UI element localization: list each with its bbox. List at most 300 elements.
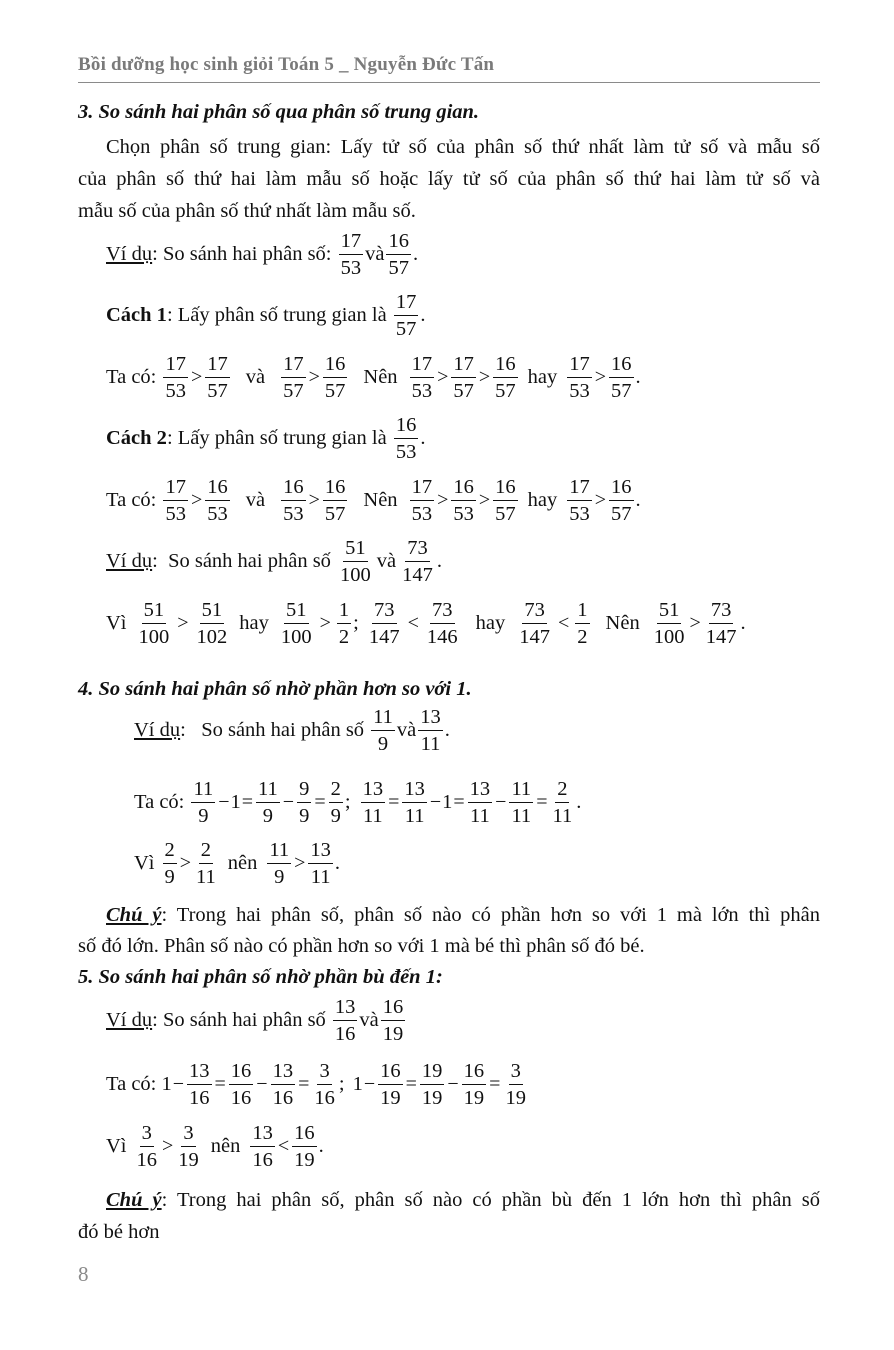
numerator: 2	[555, 779, 569, 803]
example-3-work	[134, 779, 820, 826]
example-2	[106, 538, 820, 585]
inline-text: .	[412, 243, 419, 265]
fraction	[338, 538, 373, 585]
fraction	[381, 997, 406, 1044]
math-operator: −	[447, 1073, 459, 1095]
inline-text: Ví dụ	[106, 243, 153, 265]
math-operator: =	[489, 1073, 501, 1095]
fraction	[163, 354, 188, 401]
denominator: 16	[189, 1086, 210, 1109]
method-2-work	[106, 477, 820, 524]
fraction	[191, 779, 215, 826]
fraction	[163, 477, 188, 524]
math-operator: >	[294, 852, 306, 874]
inline-text: : Lấy phân số trung gian là	[166, 304, 392, 326]
denominator: 11	[420, 732, 441, 755]
numerator: 13	[250, 1123, 275, 1147]
note-4-line-1	[106, 904, 820, 927]
denominator: 53	[165, 379, 186, 402]
example-1	[106, 231, 820, 278]
example-2-work	[106, 600, 820, 647]
numerator: 2	[329, 779, 343, 803]
denominator: 11	[552, 804, 573, 827]
fraction	[704, 600, 739, 647]
numerator: 51	[343, 538, 368, 562]
numerator: 16	[462, 1061, 487, 1085]
fraction	[386, 231, 411, 278]
inline-text: : So sánh hai phân số:	[152, 243, 337, 265]
denominator: 16	[314, 1086, 335, 1109]
numerator: 2	[163, 840, 177, 864]
numerator: 16	[205, 477, 230, 501]
inline-text: : So sánh hai phân số	[152, 1009, 331, 1031]
fraction	[250, 1123, 275, 1170]
fraction	[176, 1123, 201, 1170]
numerator: 73	[709, 600, 734, 624]
math-operator: −	[429, 791, 442, 813]
inline-text: 1	[352, 1073, 363, 1095]
fraction	[493, 477, 518, 524]
numerator: 11	[191, 779, 215, 803]
inline-text: hay	[527, 366, 558, 388]
numerator: 13	[308, 840, 333, 864]
inline-text: và	[359, 1009, 379, 1031]
fraction	[451, 354, 476, 401]
denominator: 57	[611, 379, 632, 402]
fraction	[205, 354, 230, 401]
math-operator: −	[495, 791, 507, 813]
fraction	[418, 707, 443, 754]
numerator: 17	[163, 477, 188, 501]
fraction	[323, 354, 348, 401]
inline-text: và	[245, 489, 266, 511]
fraction	[468, 779, 493, 826]
fraction	[550, 779, 574, 826]
intro-line-1: Chọn phân số trung gian: Lấy tử số của phân số thứ nhất làm tử số và mẫu số	[106, 136, 820, 158]
numerator: 17	[281, 354, 306, 378]
numerator: 16	[381, 997, 406, 1021]
denominator: 53	[165, 502, 186, 525]
numerator: 16	[386, 231, 411, 255]
denominator: 57	[611, 502, 632, 525]
inline-text: Cách 2	[106, 427, 167, 449]
numerator: 16	[281, 477, 306, 501]
denominator: 57	[283, 379, 304, 402]
numerator: 9	[297, 779, 311, 803]
numerator: 2	[199, 840, 213, 864]
denominator: 147	[705, 625, 737, 648]
fraction	[420, 1061, 445, 1108]
fraction	[609, 477, 634, 524]
denominator: 9	[262, 804, 274, 827]
math-operator: >	[478, 489, 491, 511]
fraction	[256, 779, 280, 826]
denominator: 100	[653, 625, 685, 648]
inline-text: và	[376, 550, 397, 572]
example-4-conclusion	[106, 1123, 820, 1170]
math-operator: =	[388, 791, 400, 813]
numerator: 17	[163, 354, 188, 378]
fraction	[378, 1061, 403, 1108]
note-5-line-2: đó bé hơn	[78, 1221, 160, 1243]
numerator: 13	[333, 997, 358, 1021]
inline-text: .	[576, 791, 582, 813]
numerator: 13	[361, 779, 386, 803]
numerator: 51	[657, 600, 682, 624]
fraction	[410, 477, 435, 524]
denominator: 2	[577, 625, 588, 648]
denominator: 100	[280, 625, 312, 648]
numerator: 73	[405, 538, 430, 562]
fraction	[339, 231, 364, 278]
inline-text: hay	[239, 612, 269, 634]
inline-text: ;	[344, 791, 351, 813]
inline-text: : Trong hai phân số, phân số nào có phần hơn so với 1 mà lớn thì phân	[161, 904, 821, 926]
note-4-line-2: số đó lớn. Phân số nào có phần hơn so với 1 mà bé thì phân số đó bé.	[78, 935, 645, 957]
denominator: 53	[395, 440, 417, 463]
fraction	[451, 477, 476, 524]
numerator: 11	[509, 779, 533, 803]
numerator: 16	[493, 477, 518, 501]
fraction	[371, 707, 395, 754]
section-5-title: 5. So sánh hai phân số nhờ phần bù đến 1:	[78, 966, 443, 988]
fraction	[402, 779, 427, 826]
math-operator: <	[407, 612, 419, 634]
math-operator: =	[241, 791, 254, 813]
math-operator: =	[405, 1073, 417, 1095]
fraction	[652, 600, 687, 647]
numerator: 17	[205, 354, 230, 378]
inline-text: nên	[210, 1135, 241, 1157]
fraction	[567, 477, 592, 524]
fraction	[267, 840, 291, 887]
math-operator: >	[308, 489, 320, 511]
denominator: 11	[470, 804, 490, 827]
fraction	[361, 779, 386, 826]
numerator: 3	[317, 1061, 331, 1085]
denominator: 16	[252, 1148, 273, 1171]
fraction	[292, 1123, 317, 1170]
denominator: 19	[178, 1148, 199, 1171]
inline-text: 1	[442, 791, 453, 813]
denominator: 11	[511, 804, 532, 827]
fraction	[333, 997, 358, 1044]
fraction	[229, 1061, 254, 1108]
math-operator: >	[319, 612, 331, 634]
inline-text: .	[420, 427, 426, 449]
inline-text: Ví dụ	[134, 719, 181, 741]
header-rule	[78, 82, 820, 83]
math-operator: =	[536, 791, 548, 813]
inline-text: hay	[527, 489, 558, 511]
denominator: 100	[138, 625, 170, 648]
math-operator: =	[314, 791, 326, 813]
numerator: 13	[187, 1061, 212, 1085]
denominator: 53	[207, 502, 228, 525]
denominator: 11	[404, 804, 425, 827]
numerator: 13	[402, 779, 427, 803]
fraction	[462, 1061, 487, 1108]
math-operator: =	[298, 1073, 310, 1095]
fraction	[329, 779, 343, 826]
denominator: 2	[338, 625, 350, 648]
denominator: 57	[495, 502, 516, 525]
fraction	[394, 415, 419, 462]
denominator: 53	[453, 502, 474, 525]
inline-text: Cách 1	[106, 304, 167, 326]
denominator: 57	[388, 256, 409, 279]
inline-text: Ta có:	[106, 489, 162, 511]
fraction	[194, 840, 218, 887]
inline-text: Ta có:	[134, 791, 190, 813]
denominator: 146	[426, 625, 458, 648]
method-1-work	[106, 354, 820, 401]
denominator: 16	[230, 1086, 252, 1109]
inline-text: Nên	[363, 366, 398, 388]
denominator: 19	[463, 1086, 485, 1109]
denominator: 19	[294, 1148, 315, 1171]
fraction	[410, 354, 435, 401]
numerator: 11	[256, 779, 280, 803]
denominator: 9	[330, 804, 341, 827]
numerator: 13	[468, 779, 493, 803]
numerator: 13	[418, 707, 443, 731]
math-operator: >	[594, 489, 607, 511]
numerator: 17	[410, 354, 435, 378]
inline-text: .	[334, 852, 341, 874]
inline-text: .	[436, 550, 443, 572]
inline-text: Vì	[106, 612, 127, 634]
numerator: 13	[271, 1061, 296, 1085]
section-4-title: 4. So sánh hai phân số nhờ phần hơn so với 1.	[78, 678, 472, 700]
fraction	[308, 840, 333, 887]
fraction	[503, 1061, 528, 1108]
inline-text: : So sánh hai phân số	[180, 719, 370, 741]
example-3-conclusion	[134, 840, 820, 887]
denominator: 53	[340, 256, 362, 279]
fraction	[281, 477, 306, 524]
denominator: 57	[207, 379, 228, 402]
numerator: 16	[493, 354, 518, 378]
fraction	[493, 354, 518, 401]
inline-text: 1	[230, 791, 241, 813]
denominator: 16	[272, 1086, 294, 1109]
denominator: 53	[569, 379, 590, 402]
fraction	[312, 1061, 337, 1108]
inline-text: và	[396, 719, 417, 741]
numerator: 3	[509, 1061, 523, 1085]
fraction	[323, 477, 348, 524]
inline-text: Vì	[106, 1135, 127, 1157]
numerator: 17	[394, 292, 419, 316]
math-operator: −	[363, 1073, 376, 1095]
denominator: 19	[505, 1086, 526, 1109]
numerator: 16	[451, 477, 476, 501]
denominator: 9	[198, 804, 209, 827]
numerator: 17	[567, 477, 592, 501]
numerator: 51	[284, 600, 309, 624]
inline-text: Chú ý	[106, 1189, 162, 1211]
denominator: 57	[324, 502, 346, 525]
numerator: 1	[575, 600, 589, 624]
denominator: 11	[362, 804, 383, 827]
denominator: 147	[519, 625, 551, 648]
numerator: 16	[609, 354, 634, 378]
fraction	[205, 477, 230, 524]
numerator: 51	[200, 600, 225, 624]
inline-text: và	[365, 243, 385, 265]
math-operator: >	[594, 366, 607, 388]
fraction	[163, 840, 177, 887]
numerator: 16	[609, 477, 634, 501]
numerator: 19	[420, 1061, 445, 1085]
numerator: 16	[323, 477, 348, 501]
denominator: 57	[453, 379, 474, 402]
inline-text: .	[635, 489, 641, 511]
math-operator: <	[558, 612, 570, 634]
fraction	[575, 600, 589, 647]
denominator: 102	[196, 625, 228, 648]
denominator: 147	[402, 563, 433, 586]
math-operator: >	[308, 366, 320, 388]
method-2	[106, 415, 820, 462]
numerator: 73	[522, 600, 547, 624]
denominator: 57	[395, 317, 417, 340]
method-1	[106, 292, 820, 339]
intro-line-2: của phân số thứ hai làm mẫu số hoặc lấy tử số của phân số thứ hai làm tử số và	[78, 168, 820, 190]
inline-text: .	[740, 612, 746, 634]
numerator: 17	[567, 354, 592, 378]
denominator: 16	[334, 1022, 356, 1045]
inline-text: .	[444, 719, 450, 741]
numerator: 11	[267, 840, 291, 864]
denominator: 9	[164, 865, 175, 888]
denominator: 16	[136, 1148, 157, 1171]
math-operator: >	[689, 612, 701, 634]
denominator: 53	[283, 502, 304, 525]
inline-text: Ta có:	[106, 366, 162, 388]
inline-text: Ví dụ	[106, 1009, 153, 1031]
fraction	[195, 600, 230, 647]
inline-text: .	[635, 366, 641, 388]
math-operator: −	[256, 1073, 268, 1095]
page-number: 8	[78, 1262, 89, 1286]
math-operator: >	[478, 366, 491, 388]
denominator: 19	[382, 1022, 404, 1045]
inline-text: 1	[161, 1073, 172, 1095]
fraction	[509, 779, 533, 826]
fraction	[281, 354, 306, 401]
math-operator: −	[218, 791, 230, 813]
inline-text: Chú ý	[106, 904, 162, 926]
math-operator: >	[179, 852, 192, 874]
denominator: 9	[377, 732, 389, 755]
math-operator: =	[453, 791, 465, 813]
numerator: 17	[410, 477, 435, 501]
numerator: 11	[371, 707, 395, 731]
inline-text: nên	[227, 852, 258, 874]
numerator: 1	[337, 600, 351, 624]
denominator: 57	[495, 379, 516, 402]
denominator: 53	[569, 502, 590, 525]
inline-text: Ví dụ	[106, 550, 153, 572]
note-5-line-1	[106, 1189, 820, 1212]
numerator: 3	[181, 1123, 195, 1147]
numerator: 51	[142, 600, 167, 624]
numerator: 73	[430, 600, 455, 624]
inline-text: Nên	[363, 489, 398, 511]
inline-text: : Lấy phân số trung gian là	[166, 427, 392, 449]
example-4	[106, 997, 820, 1044]
math-operator: <	[277, 1135, 290, 1157]
numerator: 16	[378, 1061, 403, 1085]
fraction	[279, 600, 314, 647]
numerator: 17	[451, 354, 476, 378]
denominator: 11	[310, 865, 331, 888]
numerator: 17	[339, 231, 364, 255]
fraction	[297, 779, 311, 826]
fraction	[517, 600, 552, 647]
inline-text: và	[245, 366, 266, 388]
denominator: 53	[411, 502, 433, 525]
inline-text: : So sánh hai phân số	[152, 550, 337, 572]
denominator: 147	[368, 625, 400, 648]
fraction	[609, 354, 634, 401]
fraction	[567, 354, 592, 401]
denominator: 9	[299, 804, 310, 827]
fraction	[367, 600, 402, 647]
math-operator: >	[190, 366, 203, 388]
inline-text: .	[420, 304, 426, 326]
inline-text: ;	[338, 1073, 345, 1095]
math-operator: >	[177, 612, 189, 634]
denominator: 19	[421, 1086, 443, 1109]
inline-text: hay	[475, 612, 506, 634]
numerator: 16	[229, 1061, 254, 1085]
denominator: 53	[411, 379, 433, 402]
math-operator: >	[437, 366, 449, 388]
fraction	[394, 292, 419, 339]
math-operator: >	[437, 489, 449, 511]
example-4-work	[106, 1061, 820, 1108]
fraction	[135, 1123, 160, 1170]
fraction	[137, 600, 172, 647]
fraction	[187, 1061, 212, 1108]
fraction	[400, 538, 435, 585]
math-operator: −	[172, 1073, 185, 1095]
fraction	[271, 1061, 296, 1108]
denominator: 11	[196, 865, 216, 888]
numerator: 16	[292, 1123, 317, 1147]
inline-text: Ta có:	[106, 1073, 162, 1095]
denominator: 57	[324, 379, 346, 402]
denominator: 9	[274, 865, 285, 888]
example-3	[134, 707, 820, 754]
section-3-title: 3. So sánh hai phân số qua phân số trung gian.	[78, 101, 480, 123]
fraction	[425, 600, 460, 647]
numerator: 3	[140, 1123, 154, 1147]
inline-text: Nên	[605, 612, 640, 634]
inline-text: .	[318, 1135, 324, 1157]
numerator: 73	[372, 600, 397, 624]
math-operator: =	[214, 1073, 226, 1095]
numerator: 16	[394, 415, 419, 439]
numerator: 16	[323, 354, 348, 378]
math-operator: >	[190, 489, 203, 511]
fraction	[337, 600, 351, 647]
intro-line-3: mẫu số của phân số thứ nhất làm mẫu số.	[78, 200, 416, 222]
math-operator: >	[162, 1135, 174, 1157]
